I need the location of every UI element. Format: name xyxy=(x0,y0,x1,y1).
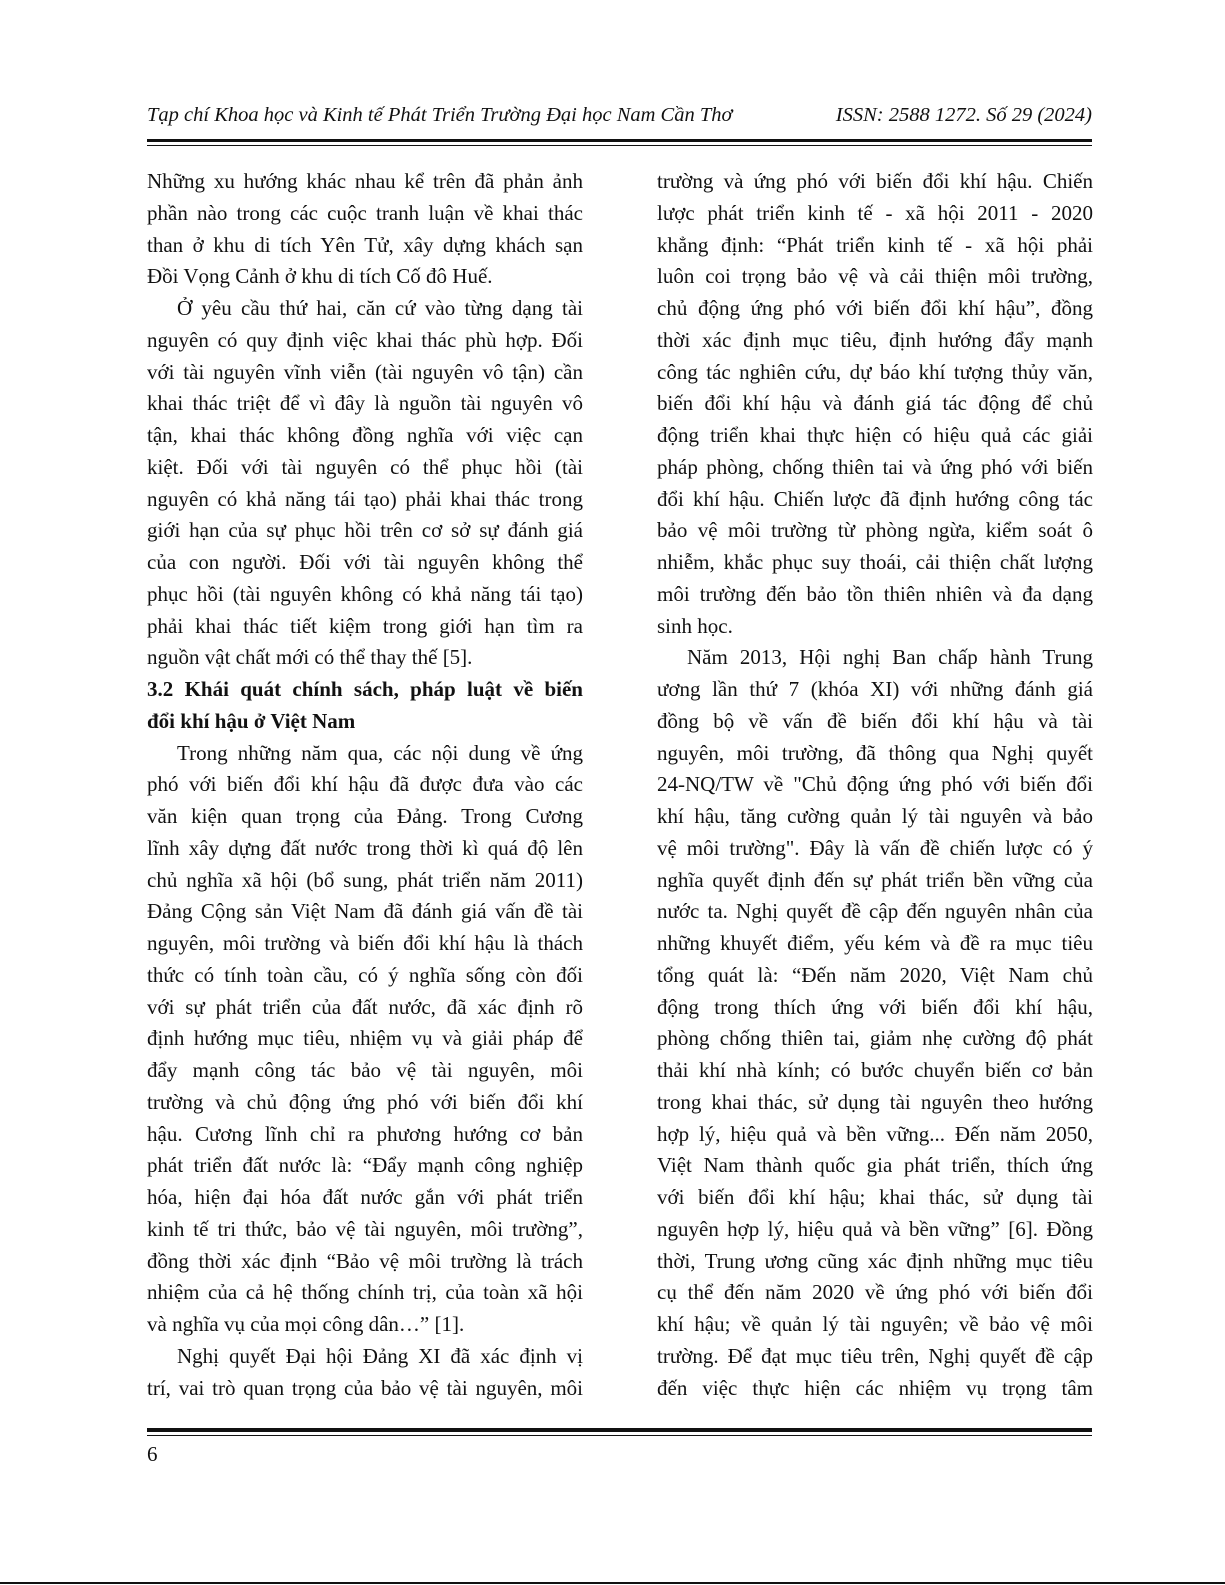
text-line: nguồn vật chất mới có thể thay thế [5]. xyxy=(147,645,473,670)
text-line: Đồi Vọng Cảnh ở khu di tích Cố đô Huế. xyxy=(147,264,493,289)
text-line: Ở yêu cầu thứ hai, căn cứ vào từng dạng tài xyxy=(177,296,583,320)
text-line: đẩy mạnh công tác bảo vệ tài nguyên, môi xyxy=(147,1058,583,1082)
text-line: luôn coi trọng bảo vệ và cải thiện môi trường, xyxy=(657,264,1093,289)
page-bottom-line xyxy=(0,1582,1225,1584)
text-line: trường và ứng phó với biến đổi khí hậu. Chiến xyxy=(657,169,1093,193)
text-line: phục hồi (tài nguyên không có khả năng tái tạo) xyxy=(147,581,583,606)
text-line: hóa, hiện đại hóa đất nước gắn với phát triển xyxy=(147,1185,583,1209)
text-line: và nghĩa vụ của mọi công dân…” [1]. xyxy=(147,1312,465,1336)
text-line: nhiệm của cả hệ thống chính trị, của toàn xã hội xyxy=(147,1280,583,1305)
text-line: công tác nghiên cứu, dự báo khí tượng thủy văn, xyxy=(657,359,1093,384)
text-line: chủ nghĩa xã hội (bổ sung, phát triển năm 2011) xyxy=(147,867,583,892)
footer-rule-thick xyxy=(147,1428,1092,1432)
text-line: Đảng Cộng sản Việt Nam đã đánh giá vấn đề tài xyxy=(147,899,583,924)
journal-title: Tạp chí Khoa học và Kinh tế Phát Triển Trường Đại học Nam Cần Thơ xyxy=(147,104,733,126)
text-line: nguyên, môi trường, đã thông qua Nghị quyết xyxy=(657,740,1093,765)
text-line: biến đổi khí hậu và đánh giá tác động để chủ xyxy=(657,391,1093,416)
header-rule-thin xyxy=(147,145,1092,146)
text-line: thức có tính toàn cầu, có ý nghĩa sống còn đối xyxy=(147,962,583,987)
text-line: khẳng định: “Phát triển kinh tế - xã hội phải xyxy=(657,232,1093,257)
text-line: pháp phòng, chống thiên tai và ứng phó với biến xyxy=(657,454,1093,479)
text-line: nghĩa quyết định đến sự phát triển bền vững của xyxy=(657,867,1093,892)
text-line: phát triển đất nước là: “Đẩy mạnh công nghiệp xyxy=(147,1153,583,1178)
page-number: 6 xyxy=(147,1442,158,1466)
text-line: văn kiện quan trọng của Đảng. Trong Cương xyxy=(147,804,583,828)
text-line: trường và chủ động ứng phó với biến đổi khí xyxy=(147,1089,583,1114)
text-line: thời, Trung ương cũng xác định những mục tiêu xyxy=(657,1248,1093,1273)
text-line: khí hậu; về quản lý tài nguyên; về bảo vệ môi xyxy=(657,1312,1093,1336)
issn-issue: ISSN: 2588 1272. Số 29 (2024) xyxy=(835,104,1092,126)
text-line: tổng quát là: “Đến năm 2020, Việt Nam chủ xyxy=(657,962,1093,987)
text-line: kinh tế tri thức, bảo vệ tài nguyên, môi trường”, xyxy=(147,1216,583,1241)
text-line: Trong những năm qua, các nội dung về ứng xyxy=(177,740,583,765)
section-heading-line: 3.2 Khái quát chính sách, pháp luật về biến xyxy=(147,677,583,701)
text-line: Việt Nam thành quốc gia phát triển, thích ứng xyxy=(657,1153,1093,1178)
text-line: tận, khai thác không đồng nghĩa với việc cạn xyxy=(147,423,583,447)
text-line: Nghị quyết Đại hội Đảng XI đã xác định vị xyxy=(177,1343,583,1368)
text-line: với sự phát triển của đất nước, đã xác định rõ xyxy=(147,994,583,1019)
text-line: trường. Để đạt mục tiêu trên, Nghị quyết đề cập xyxy=(657,1343,1093,1368)
text-line: thải khí nhà kính; có bước chuyển biến cơ bản xyxy=(657,1058,1093,1082)
text-line: khí hậu, tăng cường quản lý tài nguyên và bảo xyxy=(657,804,1093,828)
text-line: với tài nguyên vĩnh viễn (tài nguyên vô tận) cần xyxy=(147,359,583,384)
footer-rule-thin xyxy=(147,1435,1092,1436)
text-line: thời xác định mục tiêu, định hướng đẩy mạnh xyxy=(657,327,1093,352)
text-line: phần nào trong các cuộc tranh luận về khai thác xyxy=(147,200,583,225)
text-line: đổi khí hậu. Chiến lược đã định hướng công tác xyxy=(657,486,1093,511)
text-line: những khuyết điểm, yếu kém và đề ra mục tiêu xyxy=(657,931,1093,955)
text-column-right xyxy=(657,166,1093,1404)
text-line: nguyên có quy định việc khai thác phù hợp. Đối xyxy=(147,327,583,352)
text-line: phải khai thác tiết kiệm trong giới hạn tìm ra xyxy=(147,613,583,638)
text-line: đồng thời xác định “Bảo vệ môi trường là trách xyxy=(147,1248,583,1273)
text-line: kiệt. Đối với tài nguyên có thể phục hồi (tài xyxy=(147,454,583,479)
section-heading-line: đổi khí hậu ở Việt Nam xyxy=(147,708,356,733)
text-line: nhiễm, khắc phục suy thoái, cải thiện chất lượng xyxy=(657,550,1093,574)
text-line: nguyên hợp lý, hiệu quả và bền vững” [6]. Đồng xyxy=(657,1216,1093,1241)
text-line: trong khai thác, sử dụng tài nguyên theo hướng xyxy=(657,1089,1093,1114)
text-line: bảo vệ môi trường từ phòng ngừa, kiểm soát ô xyxy=(657,518,1093,543)
text-line: lược phát triển kinh tế - xã hội 2011 - 2020 xyxy=(657,200,1093,225)
text-line: phòng chống thiên tai, giảm nhẹ cường độ phát xyxy=(657,1026,1093,1051)
text-line: nguyên, môi trường và biến đổi khí hậu là thách xyxy=(147,931,583,955)
text-line: chủ động ứng phó với biến đổi khí hậu”, đồng xyxy=(657,296,1093,320)
text-line: của con người. Đối với tài nguyên không thể xyxy=(147,550,583,574)
text-line: khai thác triệt để vì đây là nguồn tài nguyên vô xyxy=(147,391,583,416)
text-line: 24-NQ/TW về "Chủ động ứng phó với biến đổi xyxy=(657,772,1093,797)
text-line: giới hạn của sự phục hồi trên cơ sở sự đánh giá xyxy=(147,518,583,543)
text-line: động triển khai thực hiện có hiệu quả các giải xyxy=(657,423,1093,447)
text-line: than ở khu di tích Yên Tử, xây dựng khách sạn xyxy=(147,232,583,257)
text-line: hợp lý, hiệu quả và bền vững... Đến năm 2050, xyxy=(657,1121,1093,1146)
text-line: định hướng mục tiêu, nhiệm vụ và giải pháp để xyxy=(147,1026,583,1051)
text-line: nước ta. Nghị quyết đề cập đến nguyên nhân của xyxy=(657,899,1093,924)
text-line: sinh học. xyxy=(657,613,733,638)
text-line: ương lần thứ 7 (khóa XI) với những đánh giá xyxy=(657,677,1093,701)
text-line: Năm 2013, Hội nghị Ban chấp hành Trung xyxy=(687,645,1093,670)
text-column-left xyxy=(147,166,583,1404)
text-line: phó với biến đổi khí hậu đã được đưa vào các xyxy=(147,772,583,797)
text-line: đồng bộ về vấn đề biến đổi khí hậu và tài xyxy=(657,708,1093,733)
header-rule-thick xyxy=(147,139,1092,142)
text-line: động trong thích ứng với biến đổi khí hậu, xyxy=(657,994,1093,1019)
text-line: cụ thể đến năm 2020 về ứng phó với biến đổi xyxy=(657,1280,1093,1305)
text-line: vệ môi trường". Đây là vấn đề chiến lược có ý xyxy=(657,835,1093,860)
text-line: trí, vai trò quan trọng của bảo vệ tài nguyên, môi xyxy=(147,1375,583,1400)
text-line: nguyên có khả năng tái tạo) phải khai thác trong xyxy=(147,486,583,511)
text-line: hậu. Cương lĩnh chỉ ra phương hướng cơ bản xyxy=(147,1121,583,1146)
text-line: Những xu hướng khác nhau kể trên đã phản ảnh xyxy=(147,169,583,193)
text-line: môi trường đến bảo tồn thiên nhiên và đa dạng xyxy=(657,581,1093,606)
text-line: với biến đổi khí hậu; khai thác, sử dụng tài xyxy=(657,1185,1093,1209)
text-line: lĩnh xây dựng đất nước trong thời kì quá độ lên xyxy=(147,835,583,860)
text-line: đến việc thực hiện các nhiệm vụ trọng tâm xyxy=(657,1375,1093,1400)
